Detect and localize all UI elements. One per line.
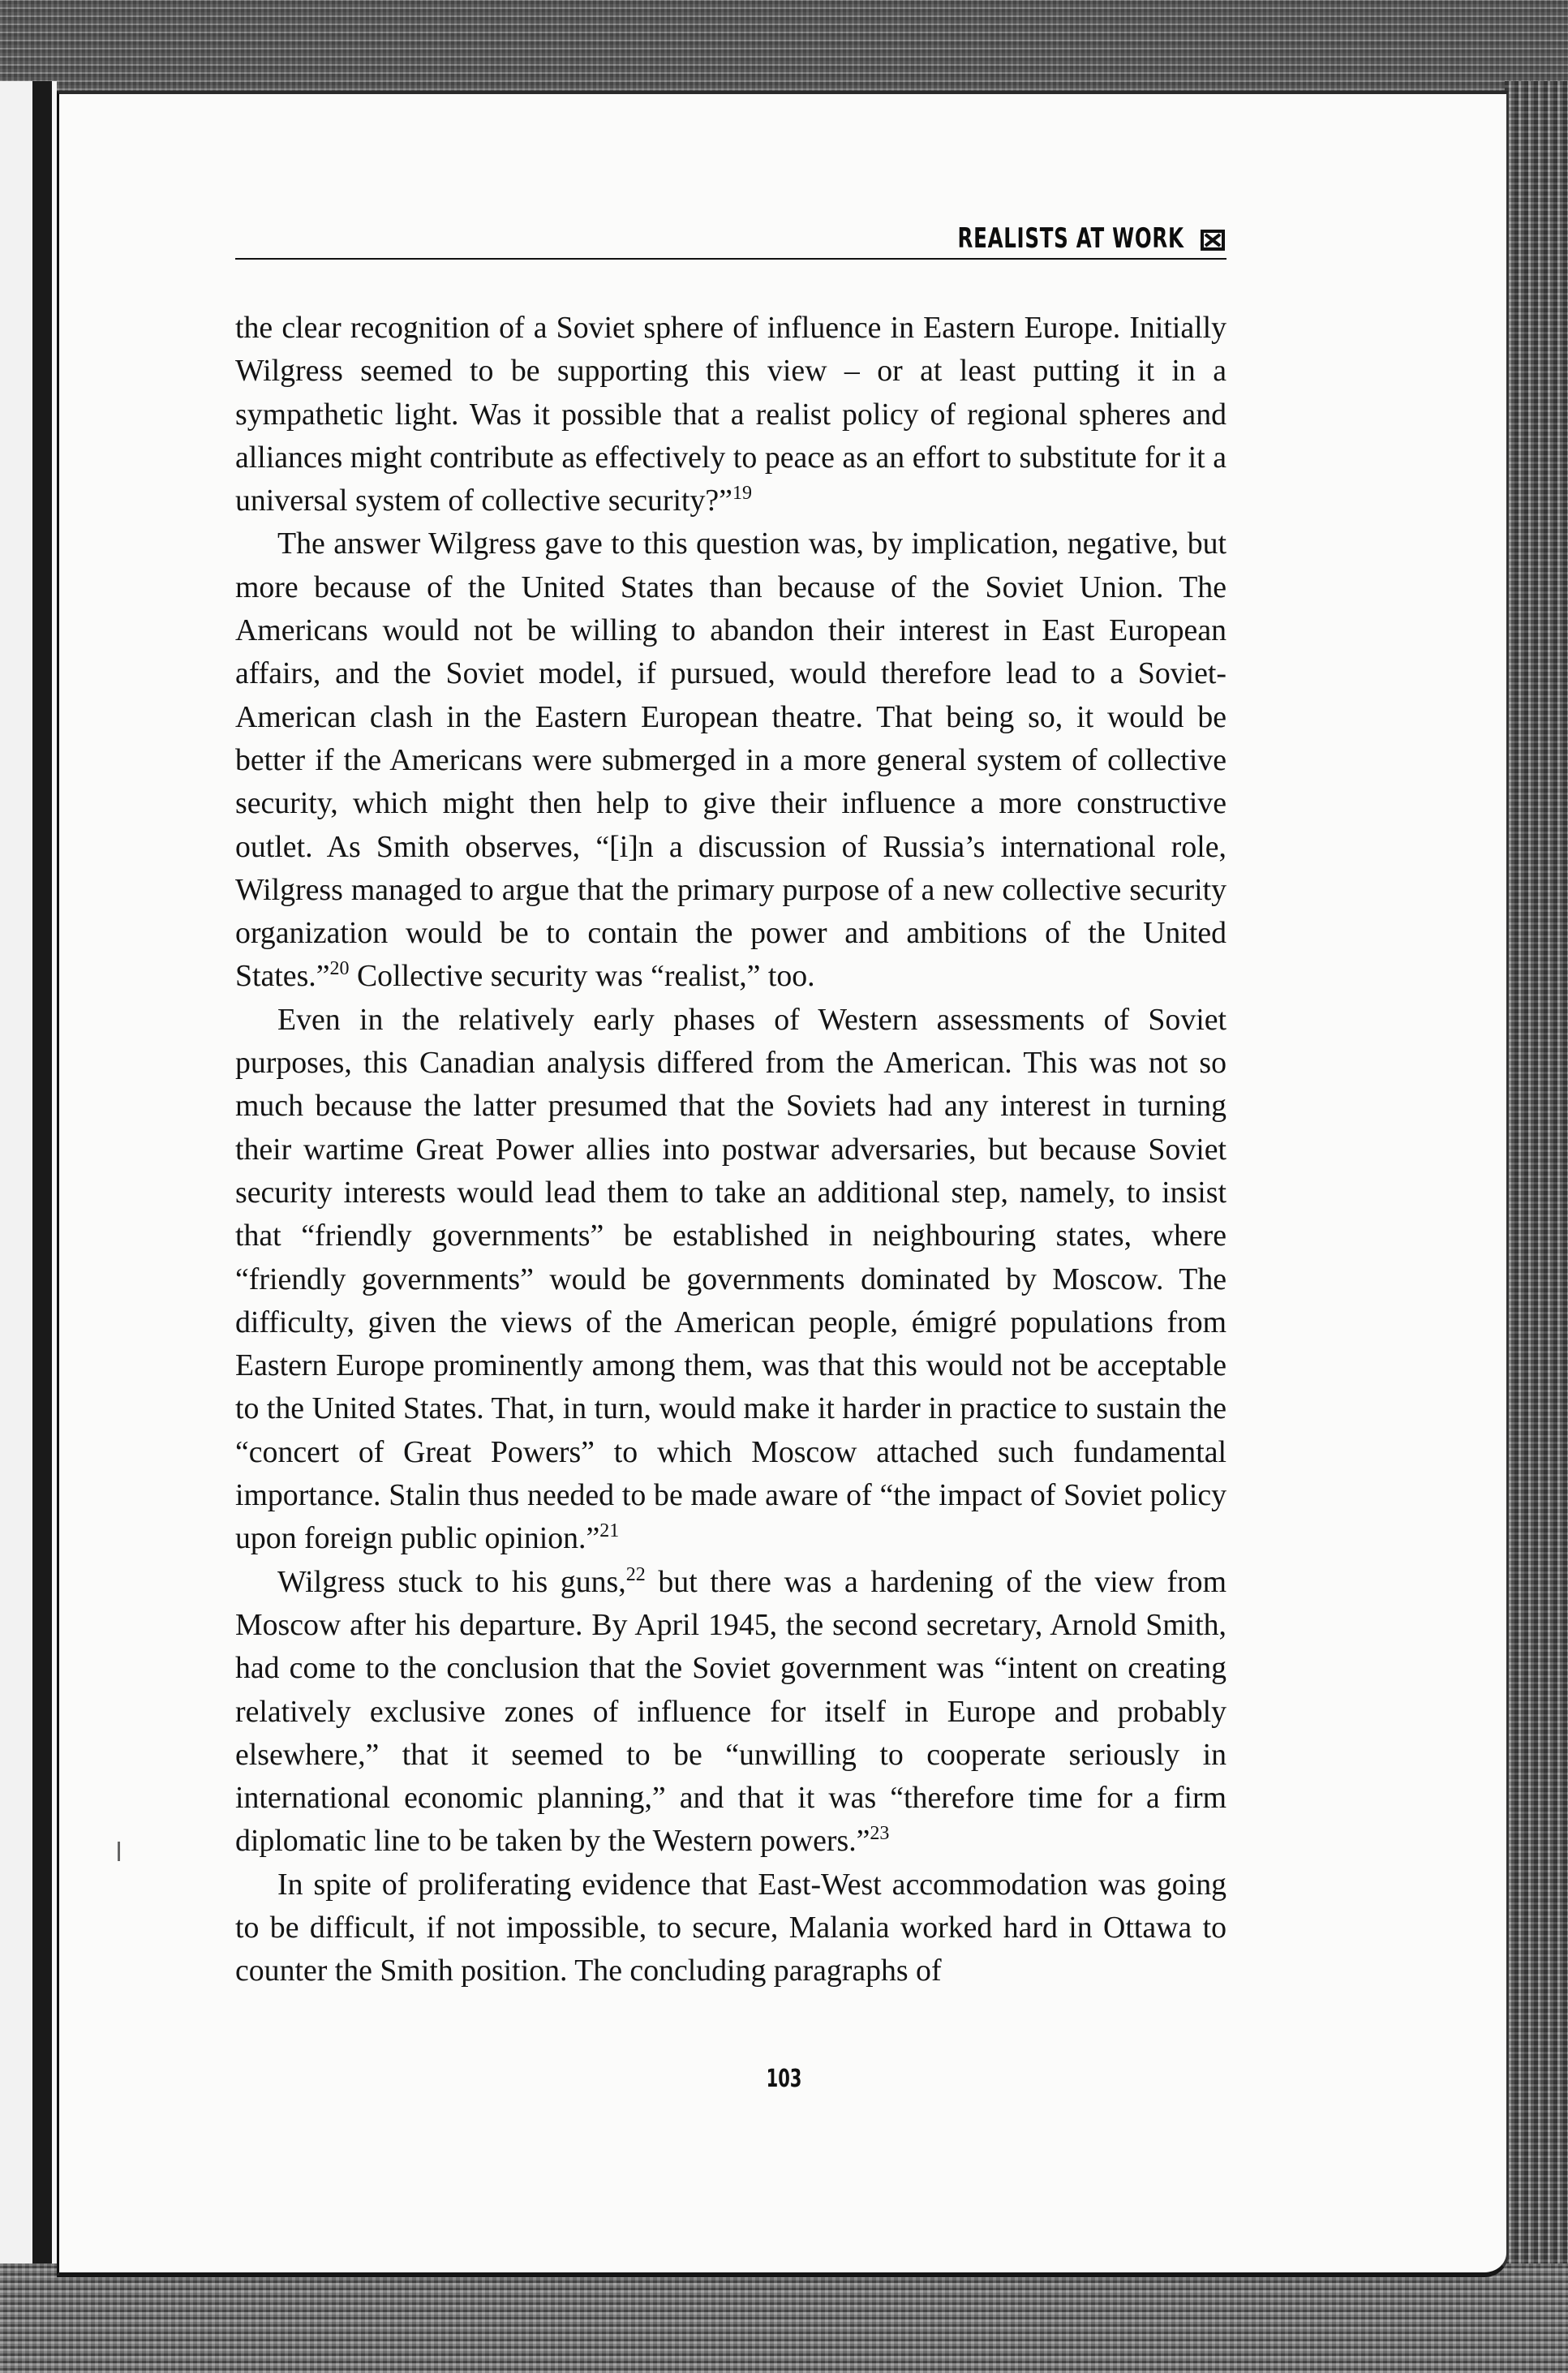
paragraph <box>235 1561 1226 1864</box>
paragraph-text: Wilgress stuck to his guns, <box>277 1564 626 1599</box>
boxed-x-ornament-icon <box>1199 228 1226 252</box>
paragraph-text: Even in the relatively early phases of Western assessments of Soviet purposes, this Canadian analysis differed from the American. This was not so much because the latter presumed that the Soviets had any interest in turning their wartime Great Power allies into postwar adversaries, but because Soviet security interests would lead them to take an additional step, namely, to insist that “friendly governments” be established in neighbouring states, where “friendly governments” would be governments dominated by Moscow. The difficulty, given the views of the American people, émigré populations from Eastern Europe prominently among them, was that this would not be acceptable to the United States. That, in turn, would make it harder in practice to sustain the “concert of Great Powers” to which Moscow attached such fundamental importance. Stalin thus needed to be made aware of “the impact of Soviet policy upon foreign public opinion.” <box>235 1002 1226 1556</box>
margin-mark <box>118 1842 120 1861</box>
paragraph <box>235 999 1226 1561</box>
footnote-ref: 20 <box>329 958 350 980</box>
footnote-ref: 23 <box>870 1823 890 1845</box>
paragraph <box>235 307 1226 522</box>
running-head-title: REALISTS AT WORK <box>957 222 1184 255</box>
scan-border-bottom <box>0 2263 1568 2373</box>
footnote-ref: 21 <box>599 1520 620 1542</box>
scan-border-top <box>0 0 1568 101</box>
body-text <box>235 307 1226 1993</box>
paragraph <box>235 1864 1226 1993</box>
footnote-ref: 22 <box>625 1563 646 1585</box>
paragraph-text: but there was a hardening of the view from Moscow after his departure. By April 1945, the second secretary, Arnold Smith, had come to the conclusion that the Soviet government was “intent on creating relatively exclusive zones of influence for itself in Europe and probably elsewhere,” that it seemed to be “unwilling to cooperate seriously in international economic planning,” and that it was “therefore time for a firm diplomatic line to be taken by the Western powers.” <box>235 1564 1226 1859</box>
running-head <box>235 217 1226 260</box>
scan-border-left <box>0 81 57 2288</box>
paragraph <box>235 522 1226 998</box>
paragraph-text: the clear recognition of a Soviet sphere of influence in Eastern Europe. Initially Wilgress seemed to be supporting this view – or at least putting it in a sympathetic light. Was it possible that a realist policy of regional spheres and alliances might contribute as effectively to peace as an effort to substitute for it a universal system of collective security?” <box>235 311 1226 518</box>
paragraph-text: In spite of proliferating evidence that East-West accommodation was going to be difficult, if not impossible, to secure, Malania worked hard in Ottawa to counter the Smith position. The concluding paragraphs of <box>235 1867 1226 1988</box>
page-number: 103 <box>766 2065 802 2093</box>
scan-border-right <box>1505 81 1568 2288</box>
footnote-ref: 19 <box>732 483 752 505</box>
paragraph-text: Collective security was “realist,” too. <box>349 959 815 994</box>
paragraph-text: The answer Wilgress gave to this question was, by implication, negative, but more because of the United States than because of the Soviet Union. The Americans would not be willing to abandon their interest in East European affairs, and the Soviet model, if pursued, would therefore lead to a Soviet-American clash in the Eastern European theatre. That being so, it would be better if the Americans were submerged in a more general system of collective security, which might then help to give their influence a more constructive outlet. As Smith observes, “[i]n a discussion of Russia’s international role, Wilgress managed to argue that the primary purpose of a new collective security organization would be to contain the power and ambitions of the United States.” <box>235 527 1226 994</box>
